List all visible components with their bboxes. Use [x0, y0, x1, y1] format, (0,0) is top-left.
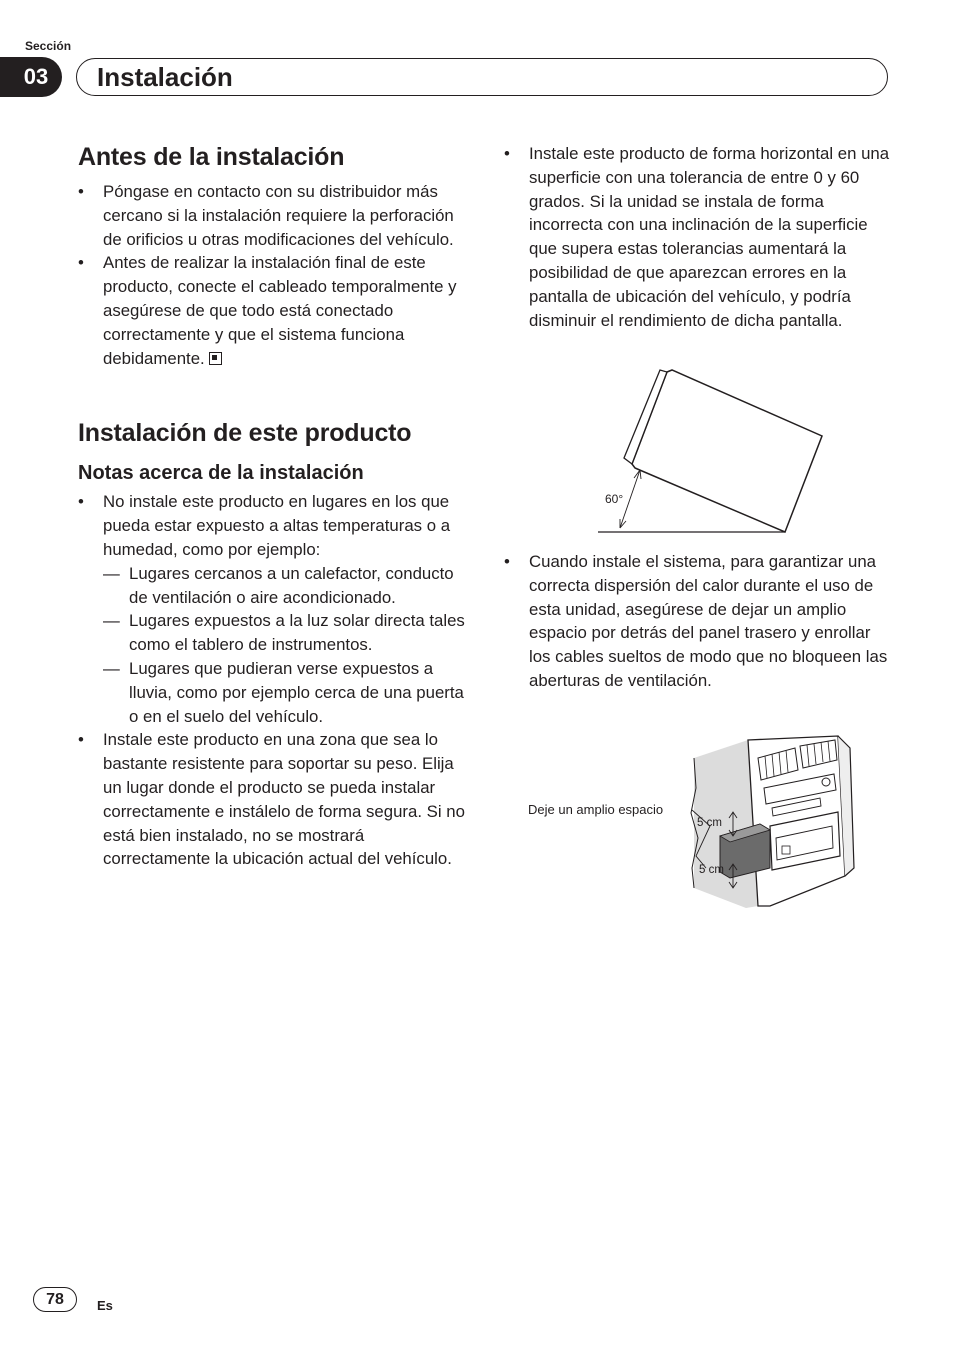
before-installation-list — [78, 180, 468, 370]
list-item — [78, 251, 468, 370]
heading-before-installation: Antes de la instalación — [78, 143, 345, 171]
control-knob-icon — [822, 778, 830, 786]
language-code: Es — [97, 1298, 113, 1313]
gap-label-top: 5 cm — [697, 817, 722, 829]
gap-label-bottom: 5 cm — [699, 864, 724, 876]
angle-label: 60° — [605, 492, 624, 506]
section-number: 03 — [0, 57, 62, 97]
subheading-installation-notes: Notas acerca de la instalación — [78, 462, 364, 485]
ventilation-section — [504, 550, 894, 693]
location-sublist — [103, 562, 468, 729]
end-of-section-icon — [209, 352, 222, 365]
section-title — [76, 58, 888, 96]
list-item: • Cuando instale el sistema, para garantizar una correcta dispersión del calor durante el uso de esta unidad, asegúrese de dejar un amplio espacio por detrás del panel trasero y enrollar los cables sueltos de modo que no bloqueen las aberturas de ventilación. — [504, 550, 894, 693]
tilt-angle-figure — [590, 362, 830, 540]
list-item: • Instale este producto en una zona que sea lo bastante resistente para soportar su peso. Elija un lugar donde el producto se pueda instalar correctamente e instálelo de forma segura. Si no está bien instalado, no se mostrará correctamente la ubicación actual del vehículo. — [78, 728, 468, 871]
section-title-text: Instalación — [97, 61, 233, 92]
sublist-item: — Lugares cercanos a un calefactor, conducto de ventilación o aire acondicionado. — [103, 562, 468, 610]
heading-installing-product: Instalación de este producto — [78, 419, 412, 448]
orientation-list — [504, 142, 894, 332]
list-item-text: No instale este producto en lugares en los que pueda estar expuesto a altas temperaturas o a humedad, como por ejemplo: — [103, 492, 451, 559]
list-item: • Póngase en contacto con su distribuidor más cercano si la instalación requiere la perforación de orificios u otras modificaciones del vehículo. — [78, 180, 468, 251]
list-item — [78, 490, 468, 728]
right-column — [504, 142, 894, 332]
left-column — [78, 140, 468, 871]
ventilation-list — [504, 550, 894, 693]
sublist-item: — Lugares expuestos a la luz solar directa tales como el tablero de instrumentos. — [103, 609, 468, 657]
space-label: Deje un amplio espacio — [528, 802, 664, 817]
section-label: Sección — [25, 39, 72, 53]
page-number: 78 — [33, 1287, 77, 1312]
list-item-text: Antes de realizar la instalación final de este producto, conecte el cableado temporalmente y asegúrese de que todo está conectado correctamente y que el sistema funciona debidamente. — [103, 253, 457, 368]
clearance-figure — [520, 728, 860, 916]
installation-notes-list — [78, 490, 468, 871]
head-unit-button-icon — [782, 846, 790, 854]
sublist-item: — Lugares que pudieran verse expuestos a lluvia, como por ejemplo cerca de una puerta o en el suelo del vehículo. — [103, 657, 468, 728]
list-item: • Instale este producto de forma horizontal en una superficie con una tolerancia de entre 0 y 60 grados. Si la unidad se instala de forma incorrecta con una inclinación de la superficie que supera estas tolerancias aumentará la posibilidad de que aparezcan errores en la pantalla de ubicación del vehículo, y podría disminuir el rendimiento de dicha pantalla. — [504, 142, 894, 332]
device-outline — [632, 370, 822, 532]
